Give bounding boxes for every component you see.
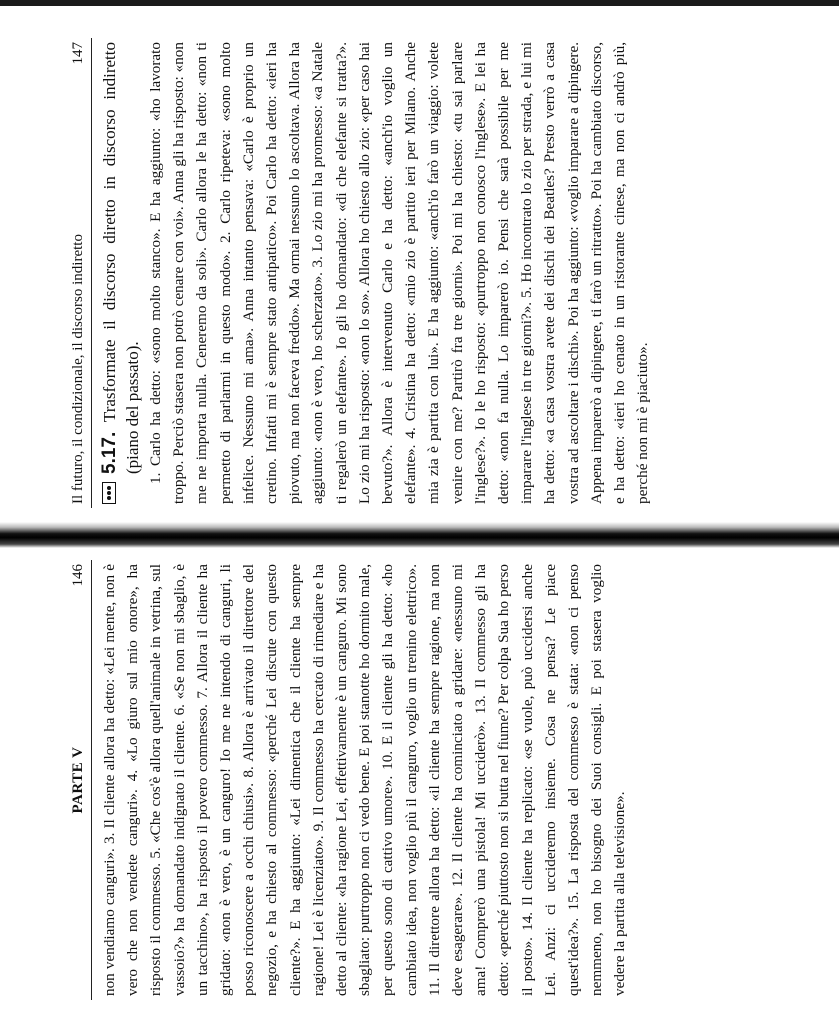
exercise-level-icon — [102, 482, 116, 504]
exercise-text: 1. Carlo ha detto: «sono molto stanco». E ha aggiunto: «ho lavorato troppo. Perciò stasera non potrò cenare con voi». Anna gli ha risposto: «non me ne importa nulla. Ceneremo da soli». Carlo allora le ha detto: «non ti permetto di parlarmi in questo modo». 2. Carlo ripeteva: «sono molto infelice. Nessuno mi ama». Anna intanto pensava: «Carlo è proprio un cretino. Infatti mi è sempre stato antipatico». Poi Carlo ha detto: «ieri ha piovuto, ma non faceva freddo». Ma ormai nessuno lo ascoltava. Allora ha aggiunto: «non è vero, ho scherzato». 3. Lo zio mi ha promesso: «a Natale ti regalerò un elefante». Io gli ho domandato: «di che elefante si tratta?». Lo zio mi ha risposto: «non lo so». Allora ho chiesto allo zio: «per caso hai bevuto?». Allora è intervenuto Carlo e ha detto: «anch'io voglio un elefante». 4. Cristina ha detto: «mio zio è partito ieri per Milano. Anche mia zia è partita con lui». E ha aggiunto: «anch'io farò un viaggio: volete venire con me? Partirò fra tre giorni». Poi mi ha chiesto: «tu sai parlare l'inglese?». Io le ho risposto: «purtroppo non conosco l'inglese». E lei ha detto: «non fa nulla. Lo imparerò io. Pensi che sarà possibile per me imparare l'inglese in tre giorni?». 5. Ho incontrato lo zio per strada, e lui mi ha detto: «a casa vostra avete dei dischi dei Beatles? Presto verrò a casa vostra ad ascoltare i dischi». Poi ha aggiunto: «voglio imparare a dipingere. Appena imparerò a dipingere, ti farò un ritratto». Poi ha cambiato discorso, e ha detto: «ieri ho cenato in un ristorante cinese, ma non ci andrò più, perché non mi è piaciuto». — [147, 42, 652, 504]
exercise-number: 5.17. — [99, 431, 120, 474]
page-header — [70, 38, 92, 508]
running-head: PARTE V — [70, 746, 86, 814]
book-edge — [0, 0, 839, 6]
book-gutter — [0, 522, 839, 548]
page-header — [70, 560, 92, 1000]
exercise-instruction — [98, 42, 144, 474]
exercise-text: non vendiamo canguri». 3. Il cliente allora ha detto: «Lei mente, non è vero che non vendete canguri». 4. «Lo giuro sul mio onore», ha risposto il commesso. 5. «Che cos'è allora quell'animale in vetrina, sul vassoio?» ha domandato indignato il cliente. 6. «Se non mi sbaglio, è un tacchino», ha risposto il povero commesso. 7. Allora il cliente ha gridato: «non è vero, è un canguro! Io me ne intendo di canguri, li posso riconoscere a occhi chiusi». 8. Allora è arrivato il direttore del negozio, e ha chiesto al commesso: «perché Lei discute con questo cliente?». E ha aggiunto: «Lei dimentica che il cliente ha sempre ragione! Lei è licenziato». 9. Il commesso ha cercato di rimediare e ha detto al cliente: «ha ragione Lei, effettivamente è un canguro. Mi sono sbagliato: purtroppo non ci vedo bene. E poi stanotte ho dormito male, per questo sono di cattivo umore». 10. E il cliente gli ha detto: «ho cambiato idea, non voglio più il canguro, voglio un trenino elettrico». 11. Il direttore allora ha detto: «il cliente ha sempre ragione, ma non deve esagerare». 12. Il cliente ha cominciato a gridare: «nessuno mi ama! Comprerò una pistola! Mi ucciderò». 13. Il commesso gli ha detto: «perché piuttosto non si butta nel fiume? Per colpa Sua ho perso il posto». 14. Il cliente ha replicato: «se vuole, può uccidersi anche Lei. Anzi: ci uccideremo insieme. Cosa ne pensa? Le piace quest'idea?». 15. La risposta del commesso è stata: «non ci penso nemmeno, non ho bisogno dei Suoi consigli. E poi stasera voglio vedere la partita alla televisione». — [101, 564, 629, 996]
right-page-147 — [70, 38, 790, 508]
exercise-header — [98, 42, 144, 504]
exercise-instruction-text: Trasformate il discorso diretto in discorso indiretto (piano del passato). — [100, 42, 142, 474]
page-body — [92, 560, 632, 1000]
page-number: 147 — [70, 42, 86, 65]
left-page-146 — [70, 560, 790, 1000]
running-head: Il futuro, il condizionale, il discorso indiretto — [70, 234, 86, 504]
page-number: 146 — [70, 564, 86, 587]
page-body — [92, 38, 654, 508]
